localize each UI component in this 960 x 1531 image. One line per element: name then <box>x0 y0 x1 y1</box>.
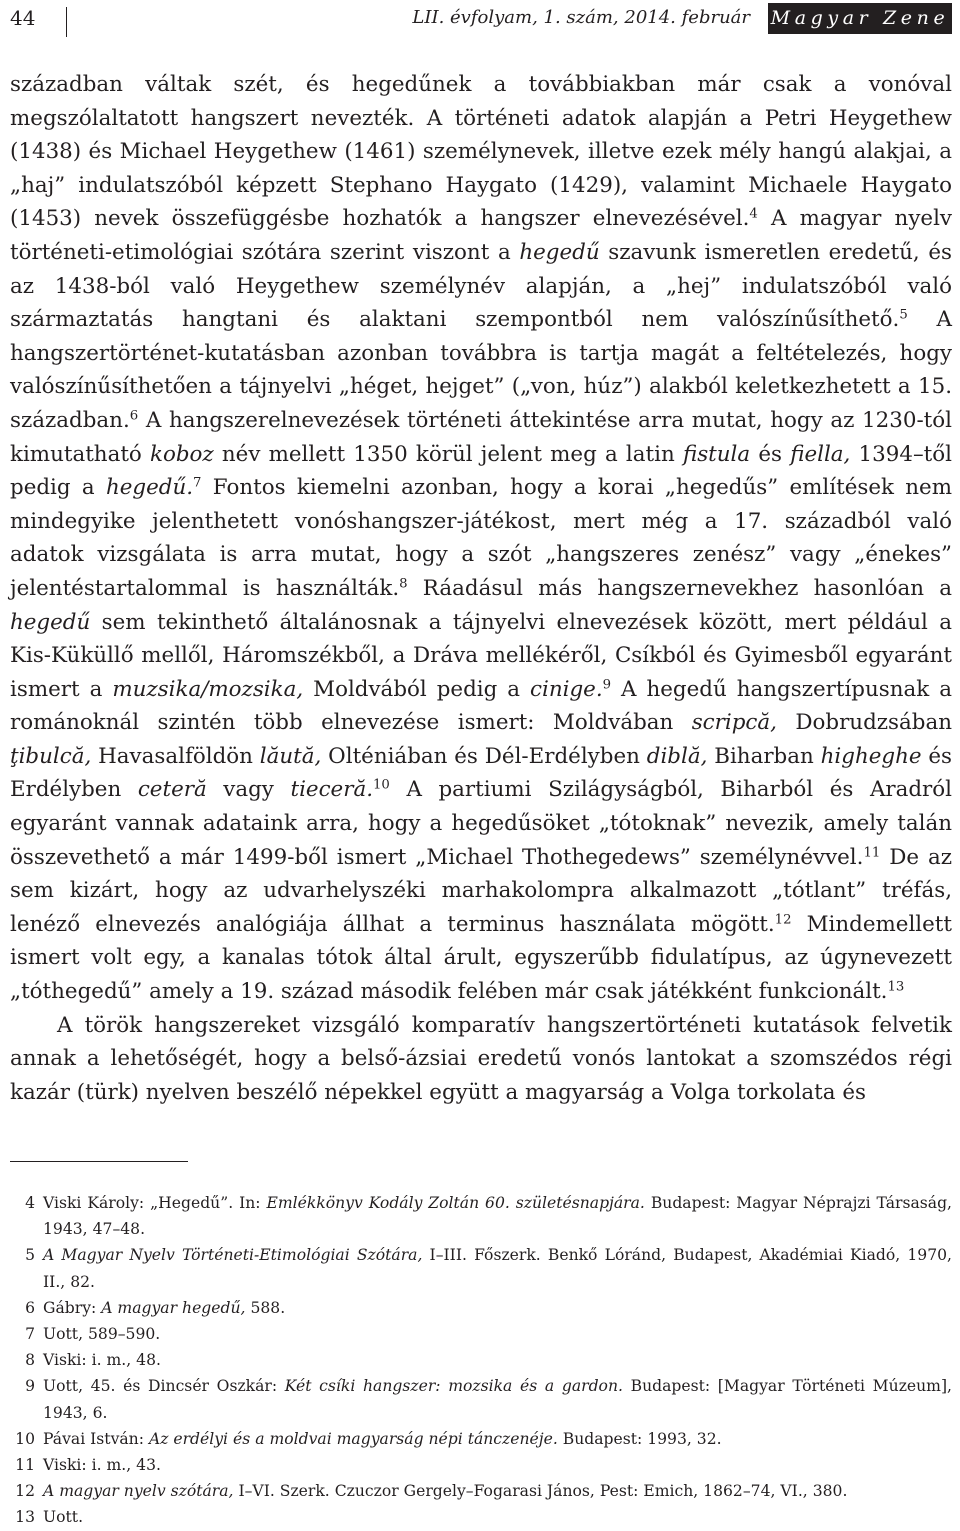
footnote-ref: 11 <box>863 845 881 861</box>
footnote-ref: 5 <box>899 307 908 323</box>
footnote-8 <box>10 1347 952 1373</box>
footnote-ref: 10 <box>373 778 390 794</box>
italic-term: A magyar hegedű, <box>101 1298 246 1317</box>
italic-term: ceteră <box>137 777 207 803</box>
footnote-5 <box>10 1242 952 1294</box>
footnote-number: 7 <box>25 1325 35 1344</box>
footnote-7 <box>10 1321 952 1347</box>
italic-term: ţibulcă, <box>10 743 92 769</box>
footnotes <box>10 1190 952 1531</box>
footnote-13 <box>10 1504 952 1530</box>
text-run: Viski: i. m., 43. <box>43 1456 161 1475</box>
footnote-text <box>43 1321 952 1347</box>
footnote-ref: 7 <box>193 475 202 491</box>
footnote-ref: 6 <box>129 408 139 424</box>
italic-term: koboz <box>150 441 214 467</box>
text-run: A partiumi Szilágyságból, Biharból és Aradról egyaránt vannak adataink arra, hogy a hegedűsöket „tótoknak” nevezik, amely talán összevethető a már 1499-ből ismert „Michael Thothegedews” személynévvel. <box>10 777 953 870</box>
body-paragraph <box>10 68 952 1009</box>
issue-info: LII. évfolyam, 1. szám, 2014. február <box>412 7 750 28</box>
italic-term: fiella, <box>790 441 851 467</box>
text-run: I–VI. Szerk. Czuczor Gergely–Fogarasi János, Pest: Emich, 1862–74, VI., 380. <box>233 1482 848 1501</box>
italic-term: Két csíki hangszer: mozsika és a gardon. <box>284 1377 623 1396</box>
footnote-text <box>43 1504 952 1530</box>
italic-term: Az erdélyi és a moldvai magyarság népi tánczenéje. <box>148 1429 558 1448</box>
footnote-ref: 9 <box>602 677 612 693</box>
text-run: Budapest: Magyar Néprajzi Társaság, 1943, 47–48. <box>43 1194 953 1239</box>
body-text <box>10 68 952 1109</box>
text-run: A hangszerelnevezések történeti áttekintése arra mutat, hogy az 1230-tól kimutatható <box>10 407 952 467</box>
body-paragraph <box>10 1009 952 1110</box>
footnote-number: 10 <box>15 1429 35 1448</box>
text-run: vagy <box>206 777 291 803</box>
text-run: Pávai István: <box>43 1429 149 1448</box>
italic-term: A Magyar Nyelv Történeti-Etimológiai Szótára, <box>43 1246 423 1265</box>
italic-term: muzsika/mozsika, <box>112 676 304 702</box>
text-run: Ráadásul más hangszernevekhez hasonlóan a <box>407 575 953 601</box>
footnote-ref: 4 <box>749 207 758 223</box>
text-run: Fontos kiemelni azonban, hogy a korai „hegedűs” említések nem mindegyike jelenthetett vonóshangszer-játékost, mert még a 17. századból való adatok vizsgálata is arra mutat, hogy a szót „hangszeres zenész” vagy „énekes” jelentéstartalommal is használták. <box>10 475 953 601</box>
text-run: A hegedű hangszertípusnak a románoknál szintén több elnevezése ismert: Moldvában <box>10 676 952 736</box>
footnote-10 <box>10 1426 952 1452</box>
text-run: Havasalföldön <box>91 743 260 769</box>
italic-term: hegedű. <box>105 475 194 501</box>
text-run: Uott, 589–590. <box>43 1325 161 1344</box>
italic-term: scripcă, <box>691 710 777 736</box>
text-run: 1394–től pedig a <box>10 441 953 501</box>
footnote-9 <box>10 1373 952 1425</box>
italic-term: fistula <box>682 441 751 467</box>
footnote-text <box>43 1295 952 1321</box>
text-run: Viski: i. m., 48. <box>43 1351 161 1370</box>
text-run: és <box>750 441 791 467</box>
text-run: I–III. Főszerk. Benkő Lóránd, Budapest, Akadémiai Kiadó, 1970, II., 82. <box>43 1246 952 1291</box>
footnote-number: 13 <box>15 1508 35 1527</box>
footnote-number: 9 <box>25 1377 35 1396</box>
text-run: szavunk ismeretlen eredetű, és az 1438-ból való Heygethew személynév alapján, a „hej” indulatszóból való származtatás hangtani és alaktani szempontból nem valószínűsíthető. <box>10 239 952 333</box>
journal-title: Magyar Zene <box>768 3 952 34</box>
text-run: Uott, 45. és Dincsér Oszkár: <box>43 1377 285 1396</box>
footnote-number: 4 <box>25 1194 35 1212</box>
text-run: A hangszertörténet-kutatásban azonban továbbra is tartja magát a feltételezés, hogy valószínűsíthetően a tájnyelvi „héget, hejget” („von, húz”) alakból keletkezhetett a 15. században. <box>10 307 953 433</box>
footnote-ref: 12 <box>774 912 792 928</box>
text-run: és Erdélyben <box>10 743 953 803</box>
text-run: Moldvából pedig a <box>303 676 531 702</box>
text-run: De az sem kizárt, hogy az udvarhelyszéki marhakolompra alkalmazott „tótlant” tréfás, lenéző elnevezés analógiája állhat a terminus használata mögött. <box>10 844 952 937</box>
text-run: Viski Károly: „Hegedű”. In: <box>43 1194 267 1212</box>
header-divider <box>66 7 67 37</box>
footnote-number: 6 <box>25 1298 35 1317</box>
footnote-number: 11 <box>15 1456 35 1475</box>
italic-term: hegedű <box>10 609 91 635</box>
text-run: Mindemellett ismert volt egy, a kanalas tótok által árult, egyszerűbb fidulatípus, az úgynevezett „tóthegedű” amely a 19. század második felében már csak játékként funkcionált. <box>10 911 952 1005</box>
text-run: név mellett 1350 körül jelent meg a latin <box>213 441 683 467</box>
footnote-text <box>43 1347 952 1373</box>
text-run: Budapest: [Magyar Történeti Múzeum], 1943, 6. <box>43 1377 953 1422</box>
footnote-4 <box>10 1190 952 1242</box>
footnote-11 <box>10 1452 952 1478</box>
italic-term: cinige. <box>530 676 603 702</box>
page-number: 44 <box>10 6 36 30</box>
footnote-text <box>43 1426 952 1452</box>
footnote-ref: 13 <box>887 979 905 995</box>
text-run: Dobrudzsában <box>776 710 952 736</box>
footnote-text <box>43 1452 952 1478</box>
footnote-ref: 8 <box>399 576 408 592</box>
footnote-separator <box>10 1161 188 1162</box>
text-run: A török hangszereket vizsgáló komparatív hangszertörténeti kutatások felvetik annak a lehetőségét, hogy a belső-ázsiai eredetű vonós lantokat a szomszédos régi kazár (türk) nyelven beszélő népekkel együtt a magyarság a Volga torkolata és <box>10 1012 952 1105</box>
text-run: sem tekinthető általánosnak a tájnyelvi elnevezések között, mert például a Kis-Küküllő mellől, Háromszékből, a Dráva mellékéről, Csíkból és Gyimesből egyaránt ismert a <box>10 609 952 702</box>
text-run: Budapest: 1993, 32. <box>557 1429 722 1448</box>
text-run: Biharban <box>707 743 821 769</box>
footnote-text <box>43 1478 952 1504</box>
footnote-6 <box>10 1295 952 1321</box>
text-run: Gábry: <box>43 1298 102 1317</box>
italic-term: lăută, <box>259 743 322 769</box>
footnote-text <box>43 1190 952 1242</box>
text-run: Olténiában és Dél-Erdélyben <box>321 743 647 769</box>
text-run: Uott. <box>43 1508 84 1527</box>
footnote-text <box>43 1242 952 1294</box>
italic-term: hegedű <box>519 239 600 265</box>
footnote-number: 8 <box>25 1351 35 1370</box>
running-header <box>0 0 960 40</box>
footnote-number: 5 <box>25 1246 35 1265</box>
italic-term: higheghe <box>820 743 922 769</box>
text-run: században váltak szét, és hegedűnek a továbbiakban már csak a vonóval megszólaltatott hangszert nevezték. A történeti adatok alapján a Petri Heygethew (1438) és Michael Heygethew (1461) személynevek, illetve ezek mély hangú alakjai, a „haj” indulatszóból képzett Stephano Haygato (1429), valamint Michaele Haygato (1453) nevek összefüggésbe hozhatók a hangszer elnevezésével. <box>10 72 952 232</box>
text-run: A magyar nyelv történeti-etimológiai szótára szerint viszont a <box>10 206 953 265</box>
text-run: 588. <box>245 1298 286 1317</box>
italic-term: Emlékkönyv Kodály Zoltán 60. születésnapjára. <box>266 1194 645 1212</box>
footnote-12 <box>10 1478 952 1504</box>
footnote-text <box>43 1373 952 1425</box>
footnote-number: 12 <box>15 1482 35 1501</box>
italic-term: tieceră. <box>290 777 373 803</box>
italic-term: A magyar nyelv szótára, <box>43 1482 234 1501</box>
italic-term: diblă, <box>646 743 708 769</box>
